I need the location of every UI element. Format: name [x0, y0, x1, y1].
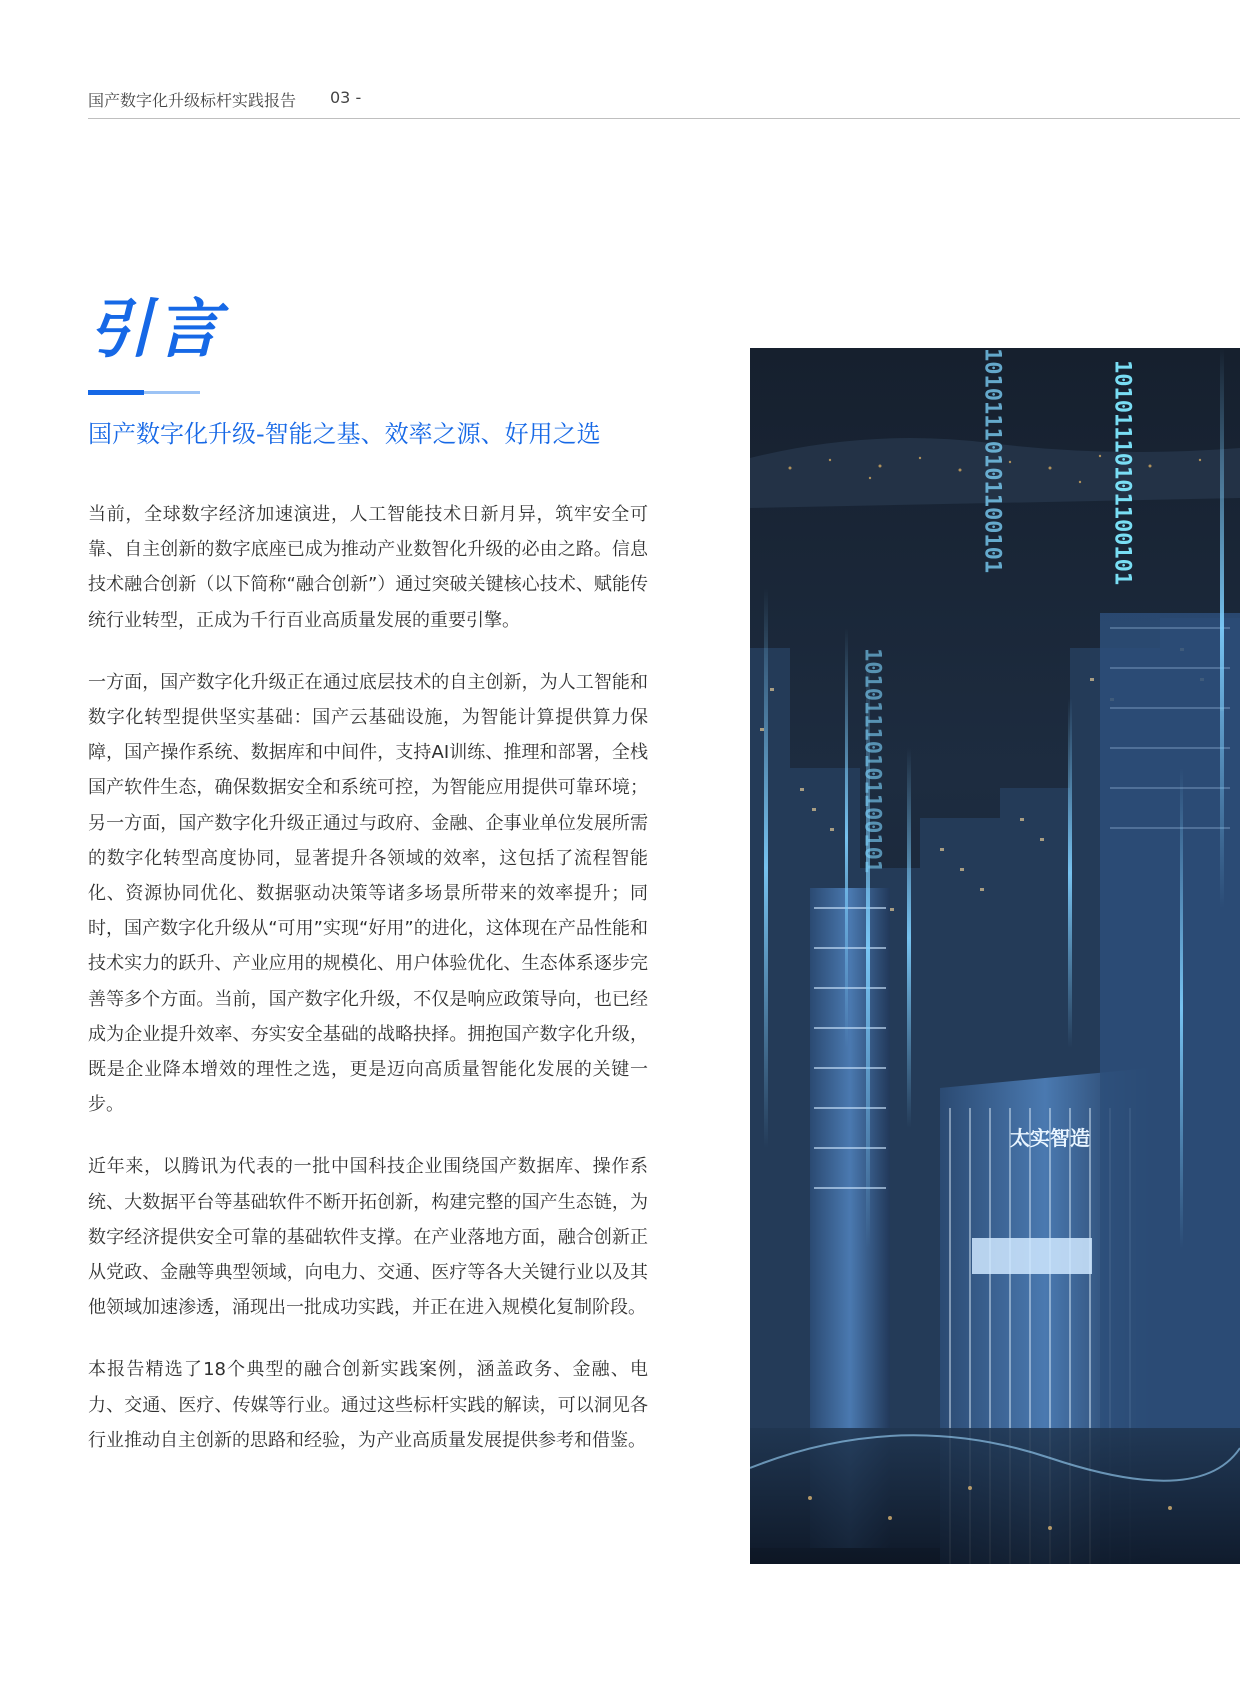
binary-column-2: 10101110101100101 — [1109, 360, 1135, 586]
paragraph-2: 一方面，国产数字化升级正在通过底层技术的自主创新，为人工智能和数字化转型提供坚实基础：国产云基础设施，为智能计算提供算力保障，国产操作系统、数据库和中间件，支持AI训练、推理和部署，全栈国产软件生态，确保数据安全和系统可控，为智能应用提供可靠环境；另一方面，国产数字化升级正通过与政府、金融、企事业单位发展所需的数字化转型高度协同，显著提升各领域的效率，这包括了流程智能化、资源协同优化、数据驱动决策等诸多场景所带来的效率提升；同时，国产数字化升级从“可用”实现“好用”的进化，这体现在产品性能和技术实力的跃升、产业应用的规模化、用户体验优化、生态体系逐步完善等多个方面。当前，国产数字化升级，不仅是响应政策导向，也已经成为企业提升效率、夯实安全基础的战略抉择。拥抱国产数字化升级，既是企业降本增效的理性之选，更是迈向高质量智能化发展的关键一步。 — [88, 671, 648, 1116]
binary-column-1: 10101110101100101 — [979, 348, 1005, 574]
paragraph-1: 当前，全球数字经济加速演进，人工智能技术日新月异，筑牢安全可靠、自主创新的数字底座已成为推动产业数智化升级的必由之路。信息技术融合创新（以下简称“融合创新”）通过突破关键核心技术、赋能传统行业转型，正成为千行百业高质量发展的重要引擎。 — [88, 504, 648, 631]
paragraph-4: 本报告精选了18个典型的融合创新实践案例，涵盖政务、金融、电力、交通、医疗、传媒等行业。通过这些标杆实践的解读，可以洞见各行业推动自主创新的思路和经验，为产业高质量发展提供参考和借鉴。 — [88, 1359, 648, 1451]
title-underline-light — [144, 391, 200, 394]
page-number: 03 - — [330, 88, 362, 107]
page-header — [88, 86, 1240, 119]
title-underline — [88, 390, 200, 395]
city-skyline-illustration — [750, 348, 1240, 1564]
section-subtitle: 国产数字化升级-智能之基、效率之源、好用之选 — [88, 420, 601, 448]
report-title: 国产数字化升级标杆实践报告 — [88, 91, 297, 110]
city-night-image — [750, 348, 1240, 1564]
section-title: 引言 — [88, 293, 224, 367]
title-underline-dark — [88, 390, 144, 395]
body-text — [88, 497, 648, 1485]
paragraph-3: 近年来，以腾讯为代表的一批中国科技企业围绕国产数据库、操作系统、大数据平台等基础软件不断开拓创新，构建完整的国产生态链，为数字经济提供安全可靠的基础软件支撑。在产业落地方面，融合创新正从党政、金融等典型领域，向电力、交通、医疗等各大关键行业以及其他领域加速渗透，涌现出一批成功实践，并正在进入规模化复制阶段。 — [88, 1156, 648, 1319]
building-sign: 太实智造 — [1010, 1126, 1090, 1150]
binary-column-3: 10101110101100101 — [859, 648, 885, 874]
